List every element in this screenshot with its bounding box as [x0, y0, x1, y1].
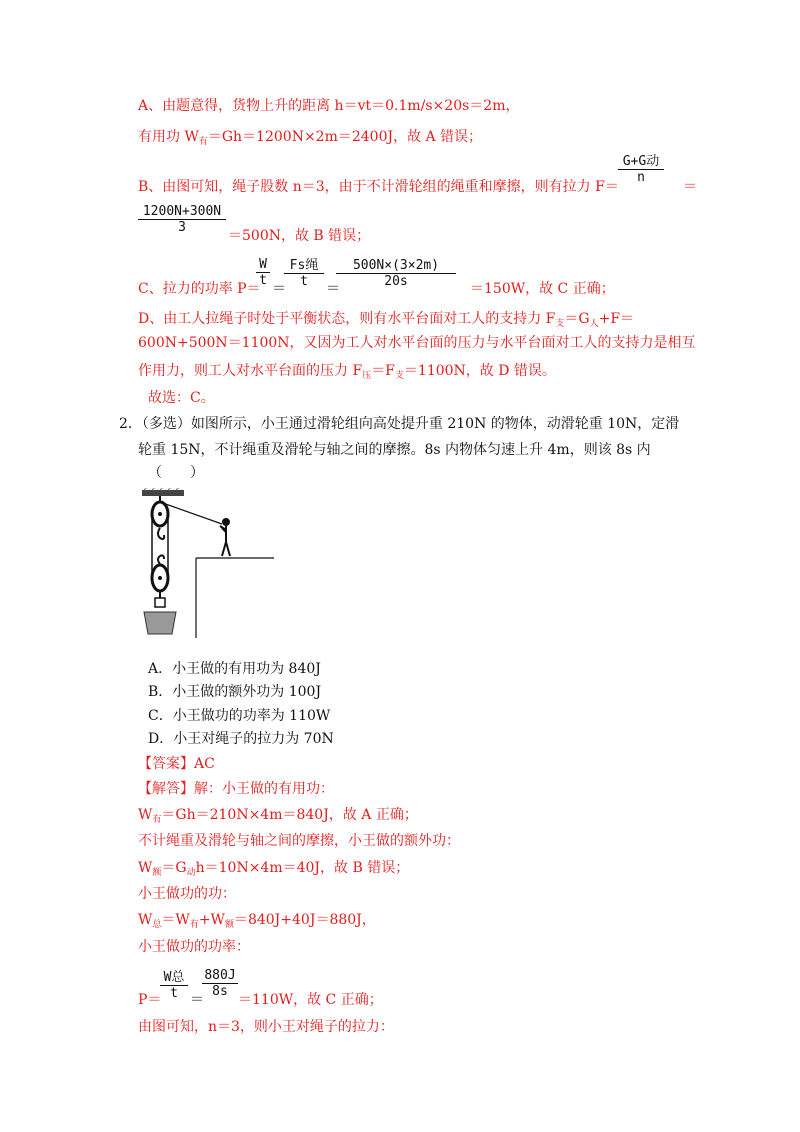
fraction-p-2: 880J 8s [202, 968, 238, 999]
question-2-stem-2: 轮重 15N，不计绳重及滑轮与轴之间的摩擦。8s 内物体匀速上升 4m，则该 8s 内 [138, 442, 651, 458]
solution-d-line-3: 作用力，则工人对水平台面的压力 $F_压=F_支=1100N$，故 D 错误。 [138, 363, 556, 381]
power-eq-start: P＝ [138, 992, 162, 1008]
pulley-figure [140, 488, 280, 644]
extra-work-intro: 不计绳重及滑轮与轴之间的摩擦，小王做的额外功： [138, 833, 460, 849]
option-c: C．小王做功的功率为 110W [148, 708, 331, 724]
total-work-line: $W_总=W_有+W_额=840J+40J=880J$， [138, 912, 376, 930]
solution-d-line-2: 600N+500N＝1100N，又因为工人对水平台面的压力与水平台面对工人的支持力是相互 [138, 335, 696, 351]
fraction-b-2: 1200N+300N 3 [138, 204, 226, 235]
option-b: B．小王做的额外功为 100J [148, 684, 322, 700]
load-basket [144, 612, 176, 634]
extra-work-line: $W_额=G_动h=10N\times 4m=40J$，故 B 错误； [138, 860, 410, 878]
solution-b-line: B、由图可知，绳子股数 n＝3，由于不计滑轮组的绳重和摩擦，则有拉力 F＝ [138, 179, 619, 195]
answer-label: 【答案】AC [138, 756, 215, 772]
fraction-p-1: W总 t [160, 966, 188, 1001]
fraction-c-2: Fs绳 t [284, 254, 324, 289]
equals-b: ＝ [683, 179, 697, 195]
fraction-c-1: W t [256, 257, 270, 288]
solution-c-result: ＝150W，故 C 正确； [470, 281, 615, 297]
equals-c-1: ＝ [272, 281, 286, 297]
pulley-system-diagram [140, 488, 280, 640]
fraction-c-3: 500N×(3×2m) 20s [336, 258, 456, 289]
question-2-blank: （ ） [148, 465, 204, 481]
total-work-intro: 小王做功的功： [138, 886, 236, 902]
solution-choice: 故选：C。 [148, 390, 215, 406]
equals-p: ＝ [190, 992, 204, 1008]
option-a: A．小王做的有用功为 840J [148, 661, 321, 677]
power-result: ＝110W，故 C 正确； [238, 992, 383, 1008]
fraction-b-1: G+G动 n [618, 150, 664, 185]
useful-work-line: $W_有=Gh=210N\times 4m=840J$，故 A 正确； [138, 807, 418, 825]
solution-d-line-1: D、由工人拉绳子时处于平衡状态，则有水平台面对工人的支持力 $F_支=G_人+F=$ [138, 311, 635, 329]
solution-a-work-line: 有用功 $W_有=Gh=1200N\times 2m=2400J$，故 A 错误； [138, 129, 483, 147]
worker-figure [220, 519, 230, 556]
last-line: 由图可知，n＝3，则小王对绳子的拉力： [138, 1019, 394, 1035]
solution-a-line: A、由题意得，货物上升的距离 h＝vt＝0.1m/s×20s＝2m， [138, 98, 520, 114]
power-intro: 小王做功的功率： [138, 939, 250, 955]
equals-c-2: ＝ [326, 281, 340, 297]
option-d: D．小王对绳子的拉力为 70N [148, 731, 334, 747]
solution-c-line: C、拉力的功率 P＝ [138, 281, 261, 297]
question-2-stem-1: 2．（多选）如图所示，小王通过滑轮组向高处提升重 210N 的物体，动滑轮重 10N，定滑 [119, 416, 680, 432]
analysis-line: 【解答】解：小王做的有用功： [138, 781, 334, 797]
solution-b-result: ＝500N，故 B 错误； [228, 228, 371, 244]
